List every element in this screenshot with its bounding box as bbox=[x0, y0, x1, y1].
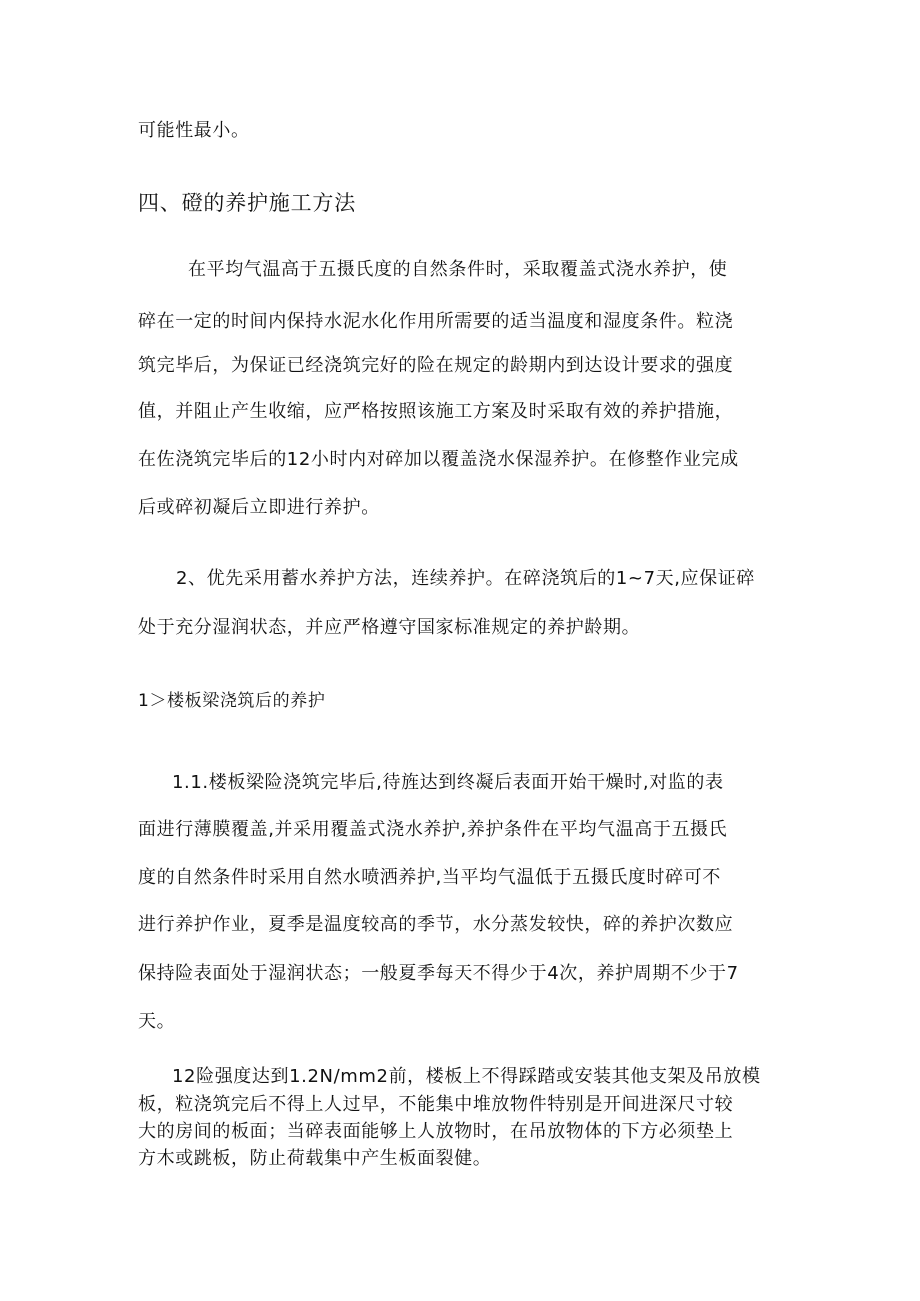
paragraph1-line-1: 在平均气温高于五摄氏度的自然条件时，采取覆盖式浇水养护，使 bbox=[188, 259, 728, 280]
paragraph4-line-3: 大的房间的板面；当碎表面能够上人放物时，在吊放物体的下方必须垫上 bbox=[138, 1121, 734, 1142]
paragraph3-line-1: 1.1.楼板梁险浇筑完毕后,待旌达到终凝后表面开始干燥时,对监的表 bbox=[172, 772, 724, 793]
paragraph1-line-5: 在佐浇筑完毕后的12小时内对碎加以覆盖浇水保湿养护。在修整作业完成 bbox=[138, 449, 739, 470]
paragraph4-line-1: 12险强度达到1.2N∕mm2前，楼板上不得踩踏或安装其他支架及吊放模 bbox=[172, 1066, 761, 1087]
paragraph4-line-2: 板，粒浇筑完后不得上人过早，不能集中堆放物件特别是开间进深尺寸较 bbox=[138, 1094, 734, 1115]
paragraph3-line-6: 天。 bbox=[138, 1011, 176, 1032]
paragraph3-line-4: 进行养护作业，夏季是温度较高的季节，水分蒸发较快，碎的养护次数应 bbox=[138, 914, 734, 935]
paragraph2-line-2: 处于充分湿润状态，并应严格遵守国家标准规定的养护龄期。 bbox=[138, 617, 641, 638]
paragraph1-line-6: 后或碎初凝后立即进行养护。 bbox=[138, 497, 380, 518]
subheading: 1＞楼板梁浇筑后的养护 bbox=[138, 691, 326, 711]
paragraph1-line-2: 碎在一定的时间内保持水泥水化作用所需要的适当温度和湿度条件。粒浇 bbox=[138, 311, 734, 332]
paragraph4-line-4: 方木或跳板，防止荷载集中产生板面裂健。 bbox=[138, 1148, 492, 1169]
paragraph3-line-2: 面进行薄膜覆盖,并采用覆盖式浇水养护,养护条件在平均气温高于五摄氏 bbox=[138, 819, 728, 840]
section-heading: 四、磴的养护施工方法 bbox=[138, 191, 356, 215]
intro-line: 可能性最小。 bbox=[138, 120, 250, 141]
paragraph2-line-1: 2、优先采用蓄水养护方法，连续养护。在碎浇筑后的1~7天,应保证碎 bbox=[176, 568, 755, 589]
paragraph3-line-3: 度的自然条件时采用自然水喷洒养护,当平均气温低于五摄氏度时碎可不 bbox=[138, 867, 721, 888]
paragraph1-line-4: 值，并阻止产生收缩，应严格按照该施工方案及时采取有效的养护措施， bbox=[138, 401, 734, 422]
paragraph1-line-3: 筑完毕后，为保证已经浇筑完好的险在规定的龄期内到达设计要求的强度 bbox=[138, 355, 734, 376]
paragraph3-line-5: 保持险表面处于湿润状态；一般夏季每天不得少于4次，养护周期不少于7 bbox=[138, 963, 739, 984]
